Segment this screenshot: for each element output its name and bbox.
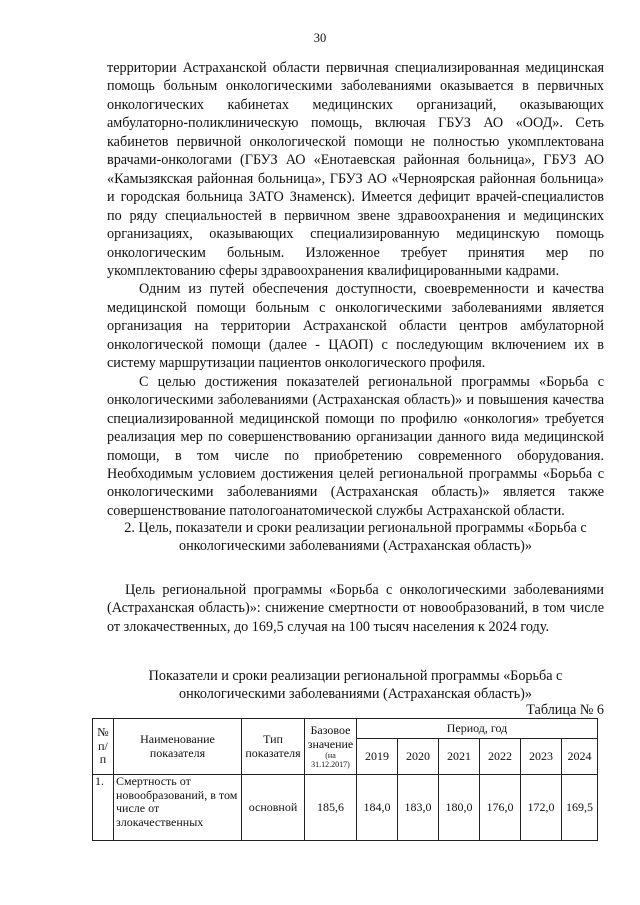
header-base-label: Базовое значение: [307, 723, 354, 751]
header-base-date: (на 31.12.2017): [311, 751, 350, 769]
table-row: [93, 775, 598, 841]
table-header-row-1: [93, 719, 598, 739]
section-heading: 2. Цель, показатели и сроки реализации региональной программы «Борьба с онкологическими заболеваниями (Астраханская область)»: [124, 520, 587, 555]
header-num: № п/п: [93, 719, 114, 775]
row-value: 180,0: [439, 775, 480, 841]
indicators-table: [92, 718, 598, 841]
row-num: 1.: [93, 775, 114, 841]
header-year: 2021: [439, 739, 480, 775]
header-year: 2024: [562, 739, 598, 775]
row-value: 176,0: [480, 775, 521, 841]
header-type: Тип показателя: [242, 719, 305, 775]
header-year: 2023: [521, 739, 562, 775]
table-caption: Показатели и сроки реализации региональной программы «Борьба с онкологическими заболеваниями (Астраханская область)»: [148, 668, 563, 703]
row-value: 172,0: [521, 775, 562, 841]
goal-paragraph: Цель региональной программы «Борьба с онкологическими заболеваниями (Астраханская область)»: снижение смертности от новообразований, в том числе от злокачественных, до 169,5 случая на 100 тысяч населения к 2024 году.: [107, 582, 604, 635]
header-period: Период, год: [357, 719, 598, 739]
page-number: 30: [313, 31, 327, 45]
paragraph-1: территории Астраханской области первичная специализированная медицинская помощь больным онкологическими заболеваниями оказывается в первичных онкологических кабинетах медицинских организаций, оказывающих амбулаторно-поликлиническую помощь, включая ГБУЗ АО «ООД». Сеть кабинетов первичной онкологической помощи не полностью укомплектована врачами-онкологами (ГБУЗ АО «Енотаевская районная больница», ГБУЗ АО «Камызякская районная больница», ГБУЗ АО «Черноярская районная больница» и городская больница ЗАТО Знаменск). Имеется дефицит врачей-специалистов по ряду специальностей в первичном звене здравоохранения и медицинских организациях, оказывающих специализированную медицинскую помощь онкологическим больным. Изложенное требует принятия мер по укомплектованию сферы здравоохранения квалифицированными кадрами.: [107, 60, 604, 279]
row-value: 169,5: [562, 775, 598, 841]
body-text: [107, 59, 604, 520]
paragraph-3: С целью достижения показателей региональной программы «Борьба с онкологическими заболеваниями (Астраханская область)» и повышения качества специализированной медицинской помощи по профилю «онкология» требуется реализация мер по совершенствованию организации данного вида медицинской помощи, в том числе по приобретению современного оборудования. Необходимым условием достижения целей региональной программы «Борьба с онкологическими заболеваниями (Астраханская область)» является также совершенствование патологоанатомической службы Астраханской области.: [107, 373, 604, 519]
row-name: Смертность от новообразований, в том числе от злокачественных: [114, 775, 242, 841]
header-year: 2019: [357, 739, 398, 775]
paragraph-2: Одним из путей обеспечения доступности, своевременности и качества медицинской помощи больным с онкологическими заболеваниями является организация на территории Астраханской области центров амбулаторной онкологической помощи (далее - ЦАОП) с последующим включением их в систему маршрутизации пациентов онкологического профиля.: [107, 281, 604, 372]
row-type: основной: [242, 775, 305, 841]
header-name: Наименование показателя: [114, 719, 242, 775]
header-base: [305, 719, 357, 775]
header-year: 2022: [480, 739, 521, 775]
header-year: 2020: [398, 739, 439, 775]
row-value: 184,0: [357, 775, 398, 841]
table-number: Таблица № 6: [526, 702, 604, 718]
row-base: 185,6: [305, 775, 357, 841]
row-value: 183,0: [398, 775, 439, 841]
